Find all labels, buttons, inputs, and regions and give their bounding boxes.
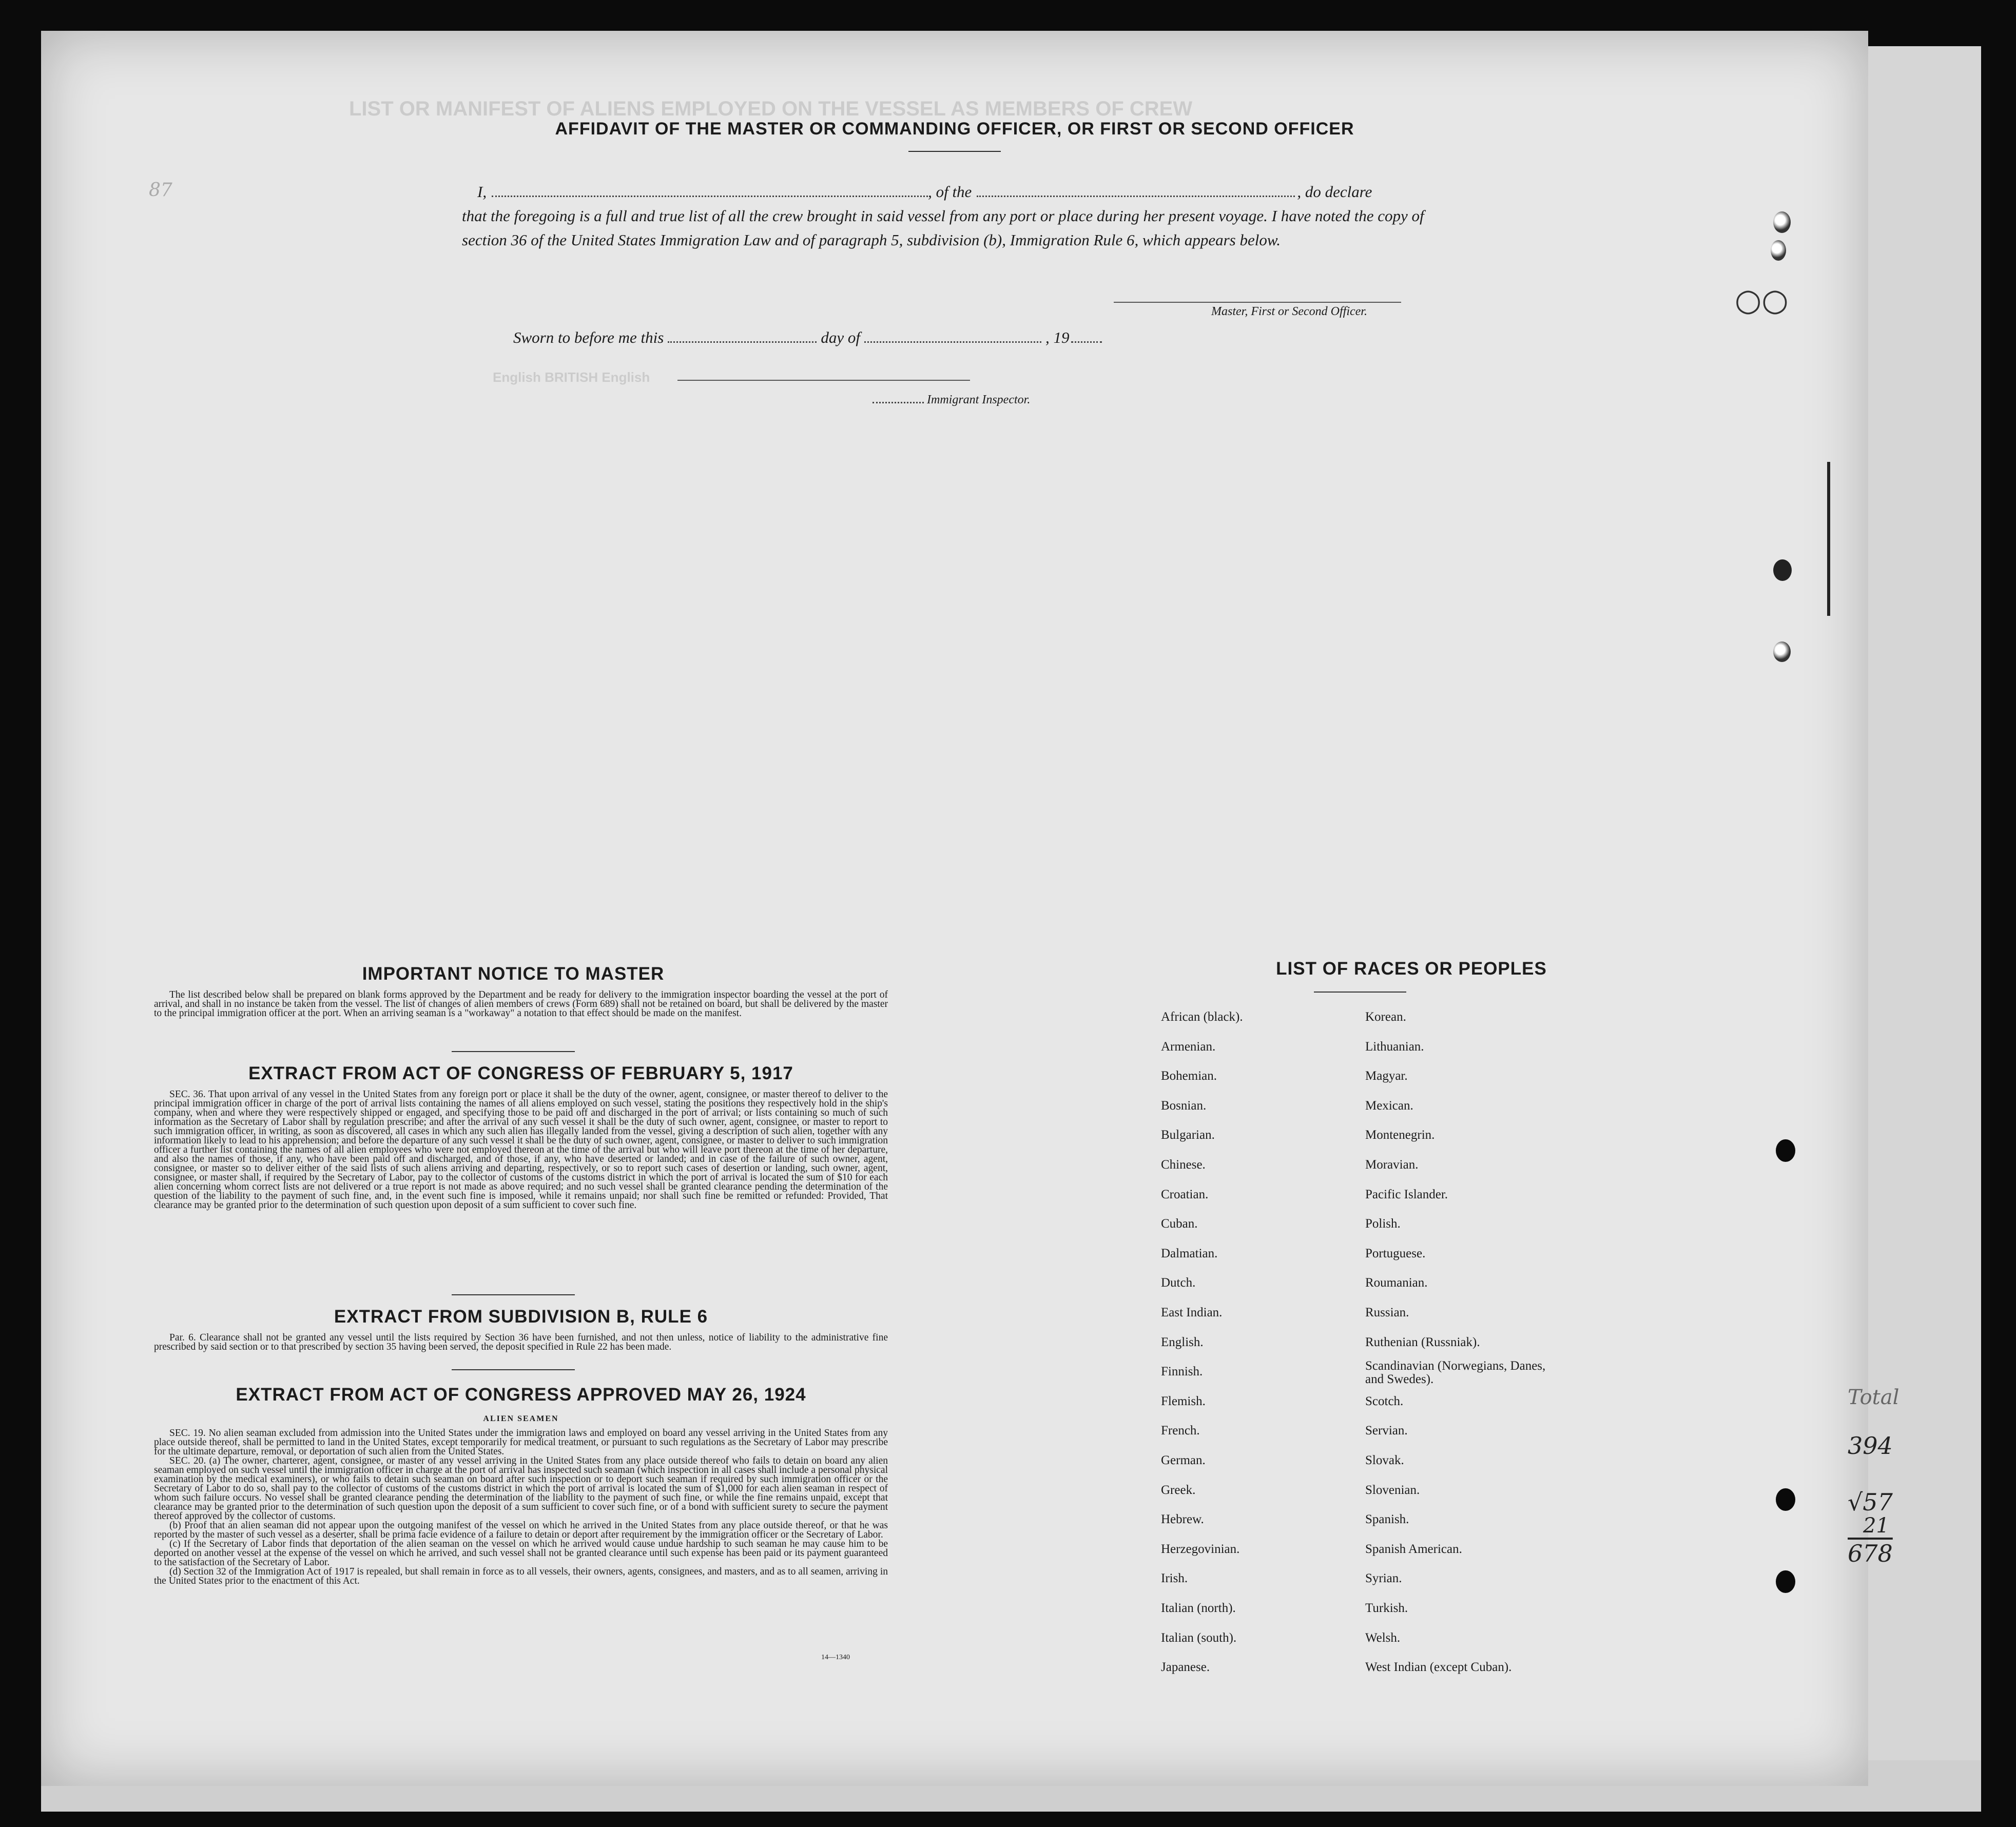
race-item: Spanish American. — [1365, 1542, 1462, 1556]
race-item: Turkish. — [1365, 1601, 1408, 1615]
race-item: Italian (south). — [1161, 1630, 1237, 1645]
race-item: Greek. — [1161, 1483, 1196, 1497]
inspector-caption-text: Immigrant Inspector. — [927, 393, 1031, 406]
extract-1924-paragraph: SEC. 20. (a) The owner, charterer, agent, consignee, or master of any vessel arriving in the United States from any place outside thereof who fails to detain on board any alien seaman employed on such vessel until the immigration officer in charge at the port of arrival has inspected such seaman (which inspection in all cases shall include a personal physical examination by the medical examiners), or who fails to detain such seaman on board after such inspection or to deport such seaman if required by such immigration officer or the Secretary of Labor to do so, shall pay to the collector of customs of the customs district in which the port of arrival is located the sum of $1,000 for each alien seaman in respect of whom such failure occurs. No vessel shall be granted clearance pending the determination of the liability to the payment of such fine, or while the fine remains unpaid, except that clearance may be granted prior to the determination of such question upon the deposit of a sum sufficient to cover such fine, or of a bond with sufficient surety to secure the payment thereof approved by the collector of customs. — [154, 1455, 888, 1522]
declare-label: , do declare — [1297, 183, 1372, 201]
race-item: Portuguese. — [1365, 1246, 1426, 1260]
bleed-through-text: LIST OR MANIFEST OF ALIENS EMPLOYED ON THE VESSEL AS MEMBERS OF CREW — [349, 98, 1193, 120]
binder-hole — [1776, 1488, 1795, 1511]
race-item: Magyar. — [1365, 1069, 1408, 1083]
margin-total-label: Total — [1848, 1386, 1899, 1409]
binder-hole — [1773, 642, 1791, 662]
binder-hole — [1776, 1570, 1795, 1593]
day-blank — [668, 341, 817, 343]
race-item: Hebrew. — [1161, 1512, 1204, 1527]
extract-1924-paragraph: SEC. 19. No alien seaman excluded from admission into the United States under the immigration laws and employed on board any vessel arriving in the United States from any place outside thereof, shall be permitted to land in the United States, except temporarily for medical treatment, or pursuant to such regulations as the Secretary of Labor may prescribe for the ultimate departure, removal, or deportation of such alien from the United States. — [154, 1428, 888, 1457]
races-rule — [1314, 992, 1406, 993]
race-item: Dutch. — [1161, 1276, 1196, 1290]
sworn-label: Sworn to before me this — [513, 328, 664, 346]
race-item: Herzegovinian. — [1161, 1542, 1240, 1556]
section-rule — [452, 1369, 575, 1370]
race-item: Spanish. — [1365, 1512, 1409, 1527]
corner-mark: 87 — [149, 180, 172, 201]
race-item: Roumanian. — [1365, 1276, 1428, 1290]
race-item: African (black). — [1161, 1010, 1243, 1024]
inspector-caption — [873, 393, 1030, 407]
sworn-line — [513, 328, 1102, 347]
year-blank — [1071, 341, 1102, 343]
race-item: Pacific Islander. — [1365, 1187, 1448, 1201]
binder-hole — [1771, 240, 1786, 261]
race-item: German. — [1161, 1453, 1206, 1467]
inspector-signature-line — [677, 380, 970, 381]
extract-1924-paragraph: (b) Proof that an alien seaman did not appear upon the outgoing manifest of the vessel on which he arrived in the United States from any place outside thereof, or that he was reported by the master of such vessel as a deserter, shall be prima facie evidence of a failure to detain or deport after requirement by the immigration officer or the Secretary of Labor. — [154, 1520, 888, 1540]
race-item: Mexican. — [1365, 1098, 1413, 1113]
affidavit-text: that the foregoing is a full and true list of all the crew brought in said vessel from any port or place during her present voyage. I have noted the copy of section 36 of the United States Immigration Law and of paragraph 5, subdivision (b), Immigration Rule 6, which appears below. — [462, 207, 1424, 249]
race-item: Scandinavian (Norwegians, Danes, and Swedes). — [1365, 1359, 1546, 1387]
race-item: Servian. — [1365, 1424, 1408, 1438]
race-item: Polish. — [1365, 1217, 1401, 1231]
notice-paragraph: The list described below shall be prepared on blank forms approved by the Department and be ready for delivery to the immigration inspector boarding the vessel at the port of arrival, and shall in no instance be taken from the vessel. The list of changes of alien members of crews (Form 689) shall not be retained on board, but shall be delivered by the master to the principal immigration officer at the port. When an arriving seaman is a "workaway" a notation to that effect should be made on the manifest. — [154, 989, 888, 1019]
race-item: Korean. — [1365, 1010, 1406, 1024]
race-item: Dalmatian. — [1161, 1246, 1218, 1260]
binder-hole — [1776, 1139, 1795, 1162]
race-item: Welsh. — [1365, 1630, 1401, 1645]
extract-rule6-text — [154, 1333, 888, 1352]
race-item: Bulgarian. — [1161, 1128, 1215, 1142]
race-item: Japanese. — [1161, 1660, 1210, 1675]
race-item: Russian. — [1365, 1306, 1409, 1319]
extract-1924-paragraph: (d) Section 32 of the Immigration Act of 1917 is repealed, but shall remain in force as to all vessels, their owners, agents, consignees, and masters, and as to all seamen, arriving in the United States prior to the enactment of this Act. — [154, 1566, 888, 1586]
margin-number: 678 — [1848, 1540, 1893, 1567]
title-rule — [908, 151, 1001, 152]
race-item: Ruthenian (Russniak). — [1365, 1335, 1480, 1349]
race-item: Montenegrin. — [1365, 1128, 1435, 1142]
margin-number: √57 — [1848, 1488, 1893, 1516]
notice-text — [154, 990, 888, 1018]
handwritten-circle-mark: ○○ — [1735, 282, 1789, 318]
binder-hole — [1773, 559, 1792, 581]
margin-number: 394 — [1848, 1432, 1893, 1460]
section-rule — [452, 1294, 575, 1295]
extract-1917-paragraph: SEC. 36. That upon arrival of any vessel in the United States from any foreign port or place it shall be the duty of the owner, agent, consignee, or master thereof to deliver to the principal immigration officer in charge of the port of arrival lists containing the names of all aliens employed on such vessel, stating the positions they respectively hold in the ship's company, when and where they were respectively shipped or engaged, and specifying those to be paid off and discharged in the port of arrival; or lists containing so much of such information as the Secretary of Labor shall by regulation prescribe; and after the arrival of any such vessel it shall be the duty of such owner, agent, consignee, or master to report to such immigration officer, in writing, as soon as discovered, all cases in which any such alien has illegally landed from the vessel, giving a description of such alien, together with any information likely to lead to his apprehension; and before the departure of any such vessel it shall be the duty of such owner, agent, consignee, or master to deliver to such immigration officer a further list containing the names of all alien employees who were not employed thereon at the time of the arrival but who will leave port thereon at the time of her departure, and also the names of those, if any, who have been paid off and discharged, and of those, if any, who have deserted or landed; and in case of the failure of such owner, agent, consignee, or master so to deliver either of the said lists of such aliens arriving and departing, respectively, or so to report such cases of desertion or landing, such owner, agent, consignee, or master shall, if required by the Secretary of Labor, pay to the collector of customs of the customs district in which the port of arrival is located the sum of $10 for each alien concerning whom correct lists are not delivered or a true report is not made as above required; and no such vessel shall be granted clearance pending the determination of the question of the liability to the payment of such fine, and, in the event such fine is imposed, while it remains unpaid; nor shall such fine be remitted or refunded: Provided, That clearance may be granted prior to the determination of such question upon deposit of a sum sufficient to cover such fine. — [154, 1089, 888, 1211]
margin-number: 21 — [1863, 1514, 1889, 1538]
i-label: I, — [477, 183, 487, 201]
race-item: Moravian. — [1365, 1158, 1419, 1172]
race-item: Bohemian. — [1161, 1069, 1217, 1083]
races-title: LIST OF RACES OR PEOPLES — [1276, 959, 1547, 979]
affidavit-declaration-line — [462, 180, 1442, 204]
race-item: Lithuanian. — [1365, 1039, 1424, 1054]
race-item: Armenian. — [1161, 1039, 1216, 1054]
race-item: Flemish. — [1161, 1394, 1206, 1408]
race-item: East Indian. — [1161, 1306, 1223, 1319]
bleed-through-text: English BRITISH English — [493, 370, 650, 385]
affidavit-title: AFFIDAVIT OF THE MASTER OR COMMANDING OFFICER, OR FIRST OR SECOND OFFICER — [555, 119, 1354, 139]
affidavit-body — [462, 180, 1442, 252]
extract-1917-text — [154, 1090, 888, 1210]
race-item: Finnish. — [1161, 1365, 1203, 1379]
day-of-label: day of — [821, 328, 860, 346]
of-the-label: , of the — [928, 183, 972, 201]
year-label: , 19 — [1045, 328, 1070, 346]
race-item: Syrian. — [1365, 1571, 1402, 1586]
extract-1924-paragraph: (c) If the Secretary of Labor finds that deportation of the alien seaman on the vessel on which he arrived would cause undue hardship to such seaman he may cause him to be deported on another vessel at the expense of the vessel on which he arrived, and such vessel shall not be granted clearance until such expense has been paid or its payment guaranteed to the satisfaction of the Secretary of Labor. — [154, 1539, 888, 1568]
edge-mark — [1827, 462, 1830, 616]
month-blank — [864, 341, 1041, 343]
race-item: Irish. — [1161, 1571, 1188, 1586]
race-item: Italian (north). — [1161, 1601, 1236, 1615]
race-item: Chinese. — [1161, 1158, 1206, 1172]
signature-caption: Master, First or Second Officer. — [1211, 305, 1367, 318]
extract-1917-title: EXTRACT FROM ACT OF CONGRESS OF FEBRUARY 5, 1917 — [248, 1063, 793, 1083]
vessel-blank — [977, 195, 1295, 197]
race-item: Slovak. — [1365, 1453, 1404, 1467]
notice-title: IMPORTANT NOTICE TO MASTER — [362, 964, 665, 984]
extract-1924-title: EXTRACT FROM ACT OF CONGRESS APPROVED MAY 26, 1924 — [236, 1385, 806, 1405]
extract-1924-text — [154, 1429, 888, 1586]
extract-rule6-paragraph: Par. 6. Clearance shall not be granted any vessel until the lists required by Section 36 have been furnished, and not then unless, notice of liability to the administrative fine prescribed by said section or to that prescribed by section 35 having been served, the deposit specified in Rule 22 has been made. — [154, 1332, 888, 1352]
race-item: West Indian (except Cuban). — [1365, 1660, 1512, 1675]
race-item: Croatian. — [1161, 1187, 1209, 1201]
extract-rule6-title: EXTRACT FROM SUBDIVISION B, RULE 6 — [334, 1307, 708, 1327]
section-rule — [452, 1051, 575, 1052]
race-item: Scotch. — [1365, 1394, 1404, 1408]
signature-line — [1114, 302, 1401, 303]
race-item: Slovenian. — [1365, 1483, 1420, 1497]
race-item: Cuban. — [1161, 1217, 1198, 1231]
name-blank — [492, 195, 928, 197]
race-item: English. — [1161, 1335, 1204, 1349]
race-item: Bosnian. — [1161, 1098, 1207, 1113]
form-number: 14—1340 — [821, 1654, 850, 1661]
race-item: French. — [1161, 1424, 1200, 1438]
binder-hole — [1773, 211, 1791, 233]
extract-1924-subtitle: ALIEN SEAMEN — [483, 1414, 559, 1423]
